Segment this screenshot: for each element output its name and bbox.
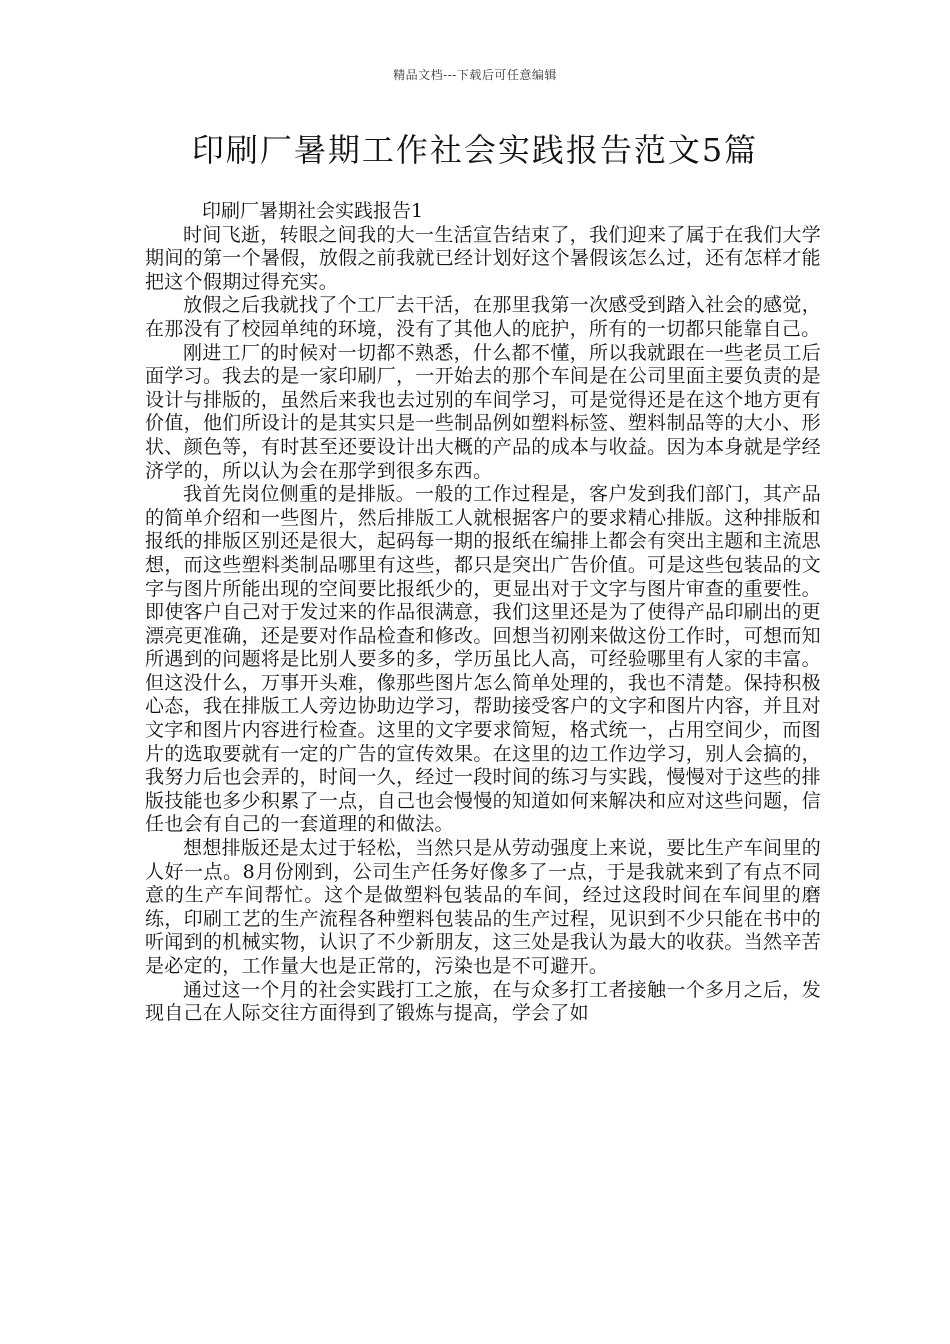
paragraph-4: 我首先岗位侧重的是排版。一般的工作过程是，客户发到我们部门，其产品的简单介绍和一些图片，然后排版工人就根据客户的要求精心排版。这种排版和报纸的排版区别还是很大，起码每一期的报纸在编排上都会有突出主题和主流思想，而这些塑料类制品哪里有这些，都只是突出广告价值。可是这些包装品的文字与图片所能出现的空间要比报纸少的，更显出对于文字与图片审查的重要性。即使客户自己对于发过来的作品很满意，我们这里还是为了使得产品印刷出的更漂亮更准确，还是要对作品检查和修改。回想当初刚来做这份工作时，可想而知所遇到的问题将是比别人要多的多，学历虽比人高，可经验哪里有人家的丰富。但这没什么，万事开头难，像那些图片怎么简单处理的，我也不清楚。保持积极心态，我在排版工人旁边协助边学习，帮助接受客户的文字和图片内容，并且对文字和图片内容进行检查。这里的文字要求简短，格式统一，占用空间少，而图片的选取要就有一定的广告的宣传效果。在这里的边工作边学习，别人会搞的，我努力后也会弄的，时间一久，经过一段时间的练习与实践，慢慢对于这些的排版技能也多少积累了一点，自己也会慢慢的知道如何来解决和应对这些问题，信任也会有自己的一套道理的和做法。	[145, 483, 821, 836]
paragraph-2: 放假之后我就找了个工厂去干活，在那里我第一次感受到踏入社会的感觉，在那没有了校园单纯的环境，没有了其他人的庇护，所有的一切都只能靠自己。	[145, 294, 821, 340]
header-note: 精品文档---下载后可任意编辑	[393, 68, 557, 82]
document-body	[145, 200, 821, 1026]
section-heading: 印刷厂暑期社会实践报告1	[202, 200, 424, 222]
paragraph-3: 刚进工厂的时候对一切都不熟悉，什么都不懂，所以我就跟在一些老员工后面学习。我去的是一家印刷厂，一开始去的那个车间是在公司里面主要负责的是设计与排版的，虽然后来我也去过别的车间学习，可是觉得还是在这个地方更有价值，他们所设计的是其实只是一些制品例如塑料标签、塑料制品等的大小、形状、颜色等，有时甚至还要设计出大概的产品的成本与收益。因为本身就是学经济学的，所以认为会在那学到很多东西。	[145, 341, 821, 482]
paragraph-6: 通过这一个月的社会实践打工之旅，在与众多打工者接触一个多月之后，发现自己在人际交往方面得到了锻炼与提高，学会了如	[145, 978, 821, 1025]
paragraph-5: 想想排版还是太过于轻松，当然只是从劳动强度上来说，要比生产车间里的人好一点。8月份刚到，公司生产任务好像多了一点，于是我就来到了有点不同意的生产车间帮忙。这个是做塑料包装品的车间，经过这段时间在车间里的磨练，印刷工艺的生产流程各种塑料包装品的生产过程，见识到不少只能在书中的听闻到的机械实物，认识了不少新朋友，这三处是我认为最大的收获。当然辛苦是必定的，工作量大也是正常的，污染也是不可避开。	[145, 837, 821, 977]
document-title: 印刷厂暑期工作社会实践报告范文5篇	[191, 131, 759, 169]
paragraph-1: 时间飞逝，转眼之间我的大一生活宣告结束了，我们迎来了属于在我们大学期间的第一个暑假，放假之前我就已经计划好这个暑假该怎么过，还有怎样才能把这个假期过得充实。	[145, 223, 821, 293]
